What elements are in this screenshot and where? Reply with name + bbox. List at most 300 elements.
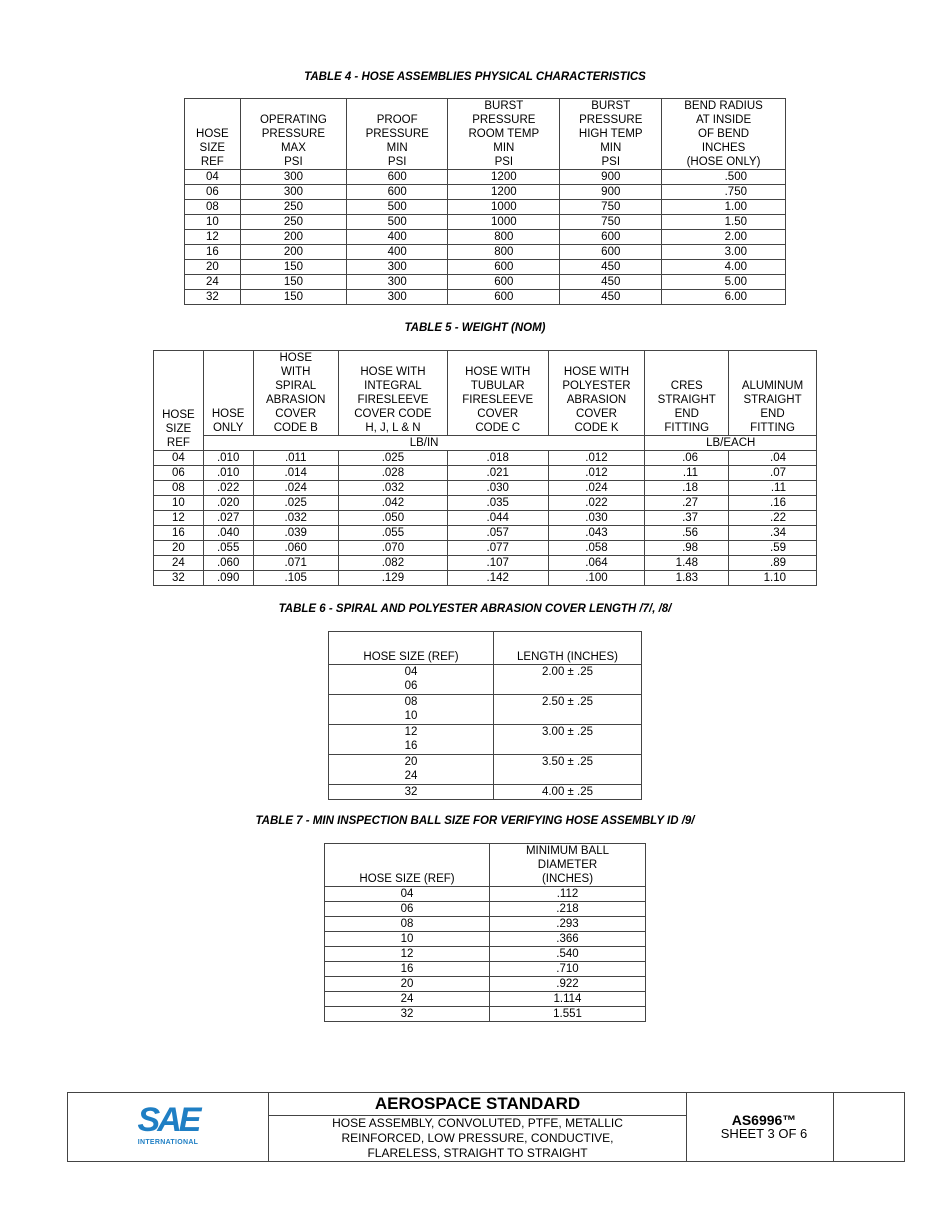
table5-cell: .058 — [548, 541, 645, 556]
size-line: 24 — [404, 770, 418, 782]
table-row — [325, 992, 646, 1007]
header-line: WITH — [281, 366, 311, 378]
table4-cell: 800 — [448, 230, 560, 245]
header-line: ONLY — [212, 422, 244, 434]
table4-cell: 300 — [347, 290, 448, 305]
table7-cell: 04 — [325, 887, 490, 902]
header-line: COVER — [275, 408, 317, 420]
table4-cell: 400 — [347, 245, 448, 260]
table6 — [328, 631, 642, 800]
header-line: H, J, L & N — [365, 422, 421, 434]
table-row — [325, 977, 646, 992]
table4-cell: 300 — [347, 275, 448, 290]
blank-cell — [834, 1093, 905, 1162]
table5-cell: 1.48 — [645, 556, 729, 571]
table4-cell: 250 — [240, 200, 346, 215]
table7-cell: 24 — [325, 992, 490, 1007]
table4-cell: 200 — [240, 230, 346, 245]
table5-cell: .032 — [253, 511, 338, 526]
table4-cell: 2.00 — [662, 230, 786, 245]
table6-length-cell: 3.50 ± .25 — [494, 755, 642, 785]
standard-title: AEROSPACE STANDARD — [269, 1093, 686, 1116]
table5-cell: .071 — [253, 556, 338, 571]
table6-header-length: LENGTH (INCHES) — [494, 632, 642, 665]
table5-header-cell — [338, 351, 447, 436]
header-line: HOSE WITH — [465, 366, 531, 378]
table5-cell: .035 — [447, 496, 548, 511]
table6-size-cell — [329, 755, 494, 785]
table5-header-cell — [253, 351, 338, 436]
table-row — [154, 481, 817, 496]
table4-cell: 1200 — [448, 185, 560, 200]
header-line: SIZE — [199, 142, 226, 154]
header-line: COVER CODE — [354, 408, 432, 420]
table4-cell: 600 — [448, 260, 560, 275]
table4 — [184, 98, 786, 305]
table5-cell: .89 — [729, 556, 817, 571]
table4-cell: 200 — [240, 245, 346, 260]
table7-cell: 10 — [325, 932, 490, 947]
table5-cell: .98 — [645, 541, 729, 556]
header-line: MIN — [386, 142, 408, 154]
header-line: END — [674, 408, 699, 420]
table5-cell: .011 — [253, 451, 338, 466]
table6-size-cell — [329, 665, 494, 695]
table5-header-cell — [447, 351, 548, 436]
header-line: END — [760, 408, 785, 420]
header-line: INCHES — [701, 142, 746, 154]
table4-header-cell — [560, 99, 662, 170]
table5-cell: .129 — [338, 571, 447, 586]
table5-cell: .021 — [447, 466, 548, 481]
table5-cell: .055 — [203, 541, 253, 556]
table4-cell: 900 — [560, 170, 662, 185]
table5-cell: .025 — [253, 496, 338, 511]
table7-header-row — [325, 844, 646, 887]
table4-cell: 450 — [560, 290, 662, 305]
description-line: HOSE ASSEMBLY, CONVOLUTED, PTFE, METALLIC — [332, 1116, 623, 1130]
table6-body — [329, 665, 642, 800]
table7 — [324, 843, 646, 1022]
table5 — [153, 350, 817, 586]
table4-cell: 600 — [560, 230, 662, 245]
table5-cell: .020 — [203, 496, 253, 511]
header-line: HIGH TEMP — [578, 128, 643, 140]
description-line: FLARELESS, STRAIGHT TO STRAIGHT — [367, 1146, 588, 1160]
table5-cell: .37 — [645, 511, 729, 526]
header-line: PSI — [601, 156, 621, 168]
table5-cell: .11 — [729, 481, 817, 496]
table4-header-cell — [240, 99, 346, 170]
header-line: CODE B — [273, 422, 318, 434]
table4-cell: 750 — [560, 215, 662, 230]
table7-cell: .112 — [490, 887, 646, 902]
header-line: PRESSURE — [579, 114, 643, 126]
header-line: MAX — [280, 142, 306, 154]
table-row — [185, 185, 786, 200]
table5-header-cell — [203, 351, 253, 436]
header-line: PROOF — [376, 114, 418, 126]
table5-cell: .032 — [338, 481, 447, 496]
standard-description — [269, 1116, 686, 1161]
table5-cell: .042 — [338, 496, 447, 511]
header-line: ABRASION — [266, 394, 326, 406]
table7-cell: 16 — [325, 962, 490, 977]
table5-cell: .024 — [548, 481, 645, 496]
table4-cell: 600 — [448, 290, 560, 305]
table6-size-cell — [329, 695, 494, 725]
table4-cell: 150 — [240, 290, 346, 305]
header-line: COVER — [576, 408, 617, 420]
table5-cell: 24 — [154, 556, 204, 571]
table4-cell: 900 — [560, 185, 662, 200]
table-row — [185, 245, 786, 260]
header-line: BURST — [591, 100, 631, 112]
table5-cell: .012 — [548, 466, 645, 481]
size-line: 20 — [404, 756, 418, 768]
table5-cell: .022 — [203, 481, 253, 496]
header-line: HOSE SIZE (REF) — [359, 873, 455, 885]
header-line: PSI — [284, 156, 303, 168]
table-row — [154, 541, 817, 556]
table4-cell: 450 — [560, 275, 662, 290]
table4-body — [185, 170, 786, 305]
header-line: CODE K — [574, 422, 619, 434]
table5-cell: .055 — [338, 526, 447, 541]
table5-cell: .11 — [645, 466, 729, 481]
table5-header-cell — [729, 351, 817, 436]
table5-cell: .105 — [253, 571, 338, 586]
table5-cell: .07 — [729, 466, 817, 481]
table6-length-cell: 2.50 ± .25 — [494, 695, 642, 725]
table5-cell: .018 — [447, 451, 548, 466]
table5-cell: .050 — [338, 511, 447, 526]
table4-cell: 4.00 — [662, 260, 786, 275]
table5-cell: .030 — [447, 481, 548, 496]
table6-length-cell: 3.00 ± .25 — [494, 725, 642, 755]
table-row — [154, 496, 817, 511]
table7-cell: 32 — [325, 1007, 490, 1022]
table4-cell: 300 — [240, 185, 346, 200]
header-line: BEND RADIUS — [684, 100, 763, 112]
table5-cell: .040 — [203, 526, 253, 541]
table6-caption: TABLE 6 - SPIRAL AND POLYESTER ABRASION COVER LENGTH /7/, /8/ — [278, 603, 672, 615]
table-row — [154, 466, 817, 481]
size-line: 12 — [404, 726, 418, 738]
table5-cell: .010 — [203, 466, 253, 481]
table5-cell: .082 — [338, 556, 447, 571]
header-line: PSI — [387, 156, 407, 168]
table5-cell: .59 — [729, 541, 817, 556]
table5-cell: .34 — [729, 526, 817, 541]
header-line: AT INSIDE — [695, 114, 752, 126]
table-row — [185, 260, 786, 275]
table5-cell: 32 — [154, 571, 204, 586]
table7-cell: .710 — [490, 962, 646, 977]
doc-number-cell — [687, 1093, 834, 1162]
table5-cell: .028 — [338, 466, 447, 481]
header-line: HOSE — [279, 352, 313, 364]
table4-header-row — [185, 99, 786, 170]
table-row — [325, 902, 646, 917]
table-row — [185, 200, 786, 215]
header-line: FIRESLEEVE — [462, 394, 534, 406]
header-line: DIAMETER — [537, 859, 598, 871]
table7-cell: .540 — [490, 947, 646, 962]
table4-cell: 08 — [185, 200, 241, 215]
header-line: CODE C — [475, 422, 521, 434]
table5-cell: .107 — [447, 556, 548, 571]
table5-cell: .18 — [645, 481, 729, 496]
table4-cell: 20 — [185, 260, 241, 275]
table4-cell: 600 — [347, 185, 448, 200]
table5-cell: .024 — [253, 481, 338, 496]
table5-header-cell — [645, 351, 729, 436]
table-row — [154, 511, 817, 526]
header-line: HOSE — [196, 128, 229, 140]
table5-cell: .044 — [447, 511, 548, 526]
table7-cell: 06 — [325, 902, 490, 917]
table4-header-cell — [448, 99, 560, 170]
table5-cell: .22 — [729, 511, 817, 526]
header-line: ABRASION — [566, 394, 627, 406]
table5-cell: 10 — [154, 496, 204, 511]
size-line: 16 — [404, 740, 418, 752]
header-line: MINIMUM BALL — [525, 845, 610, 857]
table5-header-cell — [548, 351, 645, 436]
size-line: 08 — [404, 696, 418, 708]
header-line: OF BEND — [698, 128, 750, 140]
sae-logo-subtitle: INTERNATIONAL — [137, 1139, 199, 1146]
size-line: 06 — [404, 680, 418, 692]
table5-header-row — [154, 351, 817, 436]
header-line: REF — [200, 156, 224, 168]
table-row — [329, 785, 642, 800]
table4-cell: 450 — [560, 260, 662, 275]
table4-cell: 3.00 — [662, 245, 786, 260]
table4-cell: 600 — [347, 170, 448, 185]
table4-cell: 300 — [347, 260, 448, 275]
table4-cell: 5.00 — [662, 275, 786, 290]
table5-cell: .142 — [447, 571, 548, 586]
header-line: ROOM TEMP — [468, 128, 540, 140]
table7-cell: 20 — [325, 977, 490, 992]
table5-cell: .039 — [253, 526, 338, 541]
title-block — [67, 1092, 905, 1162]
header-line: PRESSURE — [472, 114, 536, 126]
table5-cell: .070 — [338, 541, 447, 556]
table5-cell: .16 — [729, 496, 817, 511]
table4-cell: 1200 — [448, 170, 560, 185]
table-row — [329, 725, 642, 755]
header-line: (INCHES) — [541, 873, 594, 885]
table5-caption: TABLE 5 - WEIGHT (NOM) — [404, 322, 546, 334]
table-row — [325, 962, 646, 977]
table5-cell: .077 — [447, 541, 548, 556]
table5-cell: .090 — [203, 571, 253, 586]
table7-cell: .922 — [490, 977, 646, 992]
table-row — [325, 932, 646, 947]
size-line: 10 — [404, 710, 418, 722]
table4-cell: 1000 — [448, 200, 560, 215]
table7-body — [325, 887, 646, 1022]
table5-body — [154, 451, 817, 586]
table-row — [185, 215, 786, 230]
header-line: HOSE WITH — [360, 366, 426, 378]
table4-cell: 750 — [560, 200, 662, 215]
header-line: TUBULAR — [470, 380, 525, 392]
header-line: FITTING — [750, 422, 795, 434]
table-row — [185, 230, 786, 245]
table6-size-cell — [329, 785, 494, 800]
header-line: HOSE — [162, 409, 195, 421]
table4-header-cell — [662, 99, 786, 170]
header-line: PRESSURE — [261, 128, 326, 140]
table4-cell: 12 — [185, 230, 241, 245]
header-line: STRAIGHT — [657, 394, 716, 406]
table7-cell: .366 — [490, 932, 646, 947]
header-line: FITTING — [664, 422, 710, 434]
table-row — [185, 290, 786, 305]
table7-cell: .293 — [490, 917, 646, 932]
header-line: ALUMINUM — [741, 380, 804, 392]
header-line: SIZE — [165, 423, 192, 435]
table5-cell: .060 — [253, 541, 338, 556]
table4-cell: 400 — [347, 230, 448, 245]
table4-header-cell — [347, 99, 448, 170]
header-line: FIRESLEEVE — [357, 394, 429, 406]
table7-cell: 1.551 — [490, 1007, 646, 1022]
table6-length-cell: 2.00 ± .25 — [494, 665, 642, 695]
table5-cell: .06 — [645, 451, 729, 466]
table5-cell: .043 — [548, 526, 645, 541]
table5-unit-row — [154, 436, 817, 451]
table-row — [325, 887, 646, 902]
table5-cell: 16 — [154, 526, 204, 541]
table4-cell: 24 — [185, 275, 241, 290]
header-line: MIN — [600, 142, 622, 154]
sae-logo — [137, 1101, 199, 1150]
sheet-number: SHEET 3 OF 6 — [720, 1126, 808, 1141]
table5-cell: .010 — [203, 451, 253, 466]
table4-cell: 600 — [448, 275, 560, 290]
table5-unit-lbeach: LB/EACH — [645, 436, 817, 451]
table5-cell: 06 — [154, 466, 204, 481]
header-line: STRAIGHT — [743, 394, 802, 406]
sae-logo-mark: SAE — [137, 1101, 199, 1139]
header-line: HOSE WITH — [563, 366, 630, 378]
table4-cell: 150 — [240, 275, 346, 290]
table5-cell: 04 — [154, 451, 204, 466]
table4-cell: 04 — [185, 170, 241, 185]
table-row — [329, 695, 642, 725]
table-row — [325, 947, 646, 962]
table5-cell: 08 — [154, 481, 204, 496]
table7-cell: 1.114 — [490, 992, 646, 1007]
table5-cell: .057 — [447, 526, 548, 541]
table6-length-cell: 4.00 ± .25 — [494, 785, 642, 800]
table4-cell: 500 — [347, 200, 448, 215]
table4-caption: TABLE 4 - HOSE ASSEMBLIES PHYSICAL CHARACTERISTICS — [304, 71, 646, 83]
table5-cell: .27 — [645, 496, 729, 511]
table-row — [154, 526, 817, 541]
table4-cell: 600 — [560, 245, 662, 260]
table-row — [154, 556, 817, 571]
header-line: INTEGRAL — [364, 380, 422, 392]
size-line: 04 — [404, 666, 418, 678]
table7-cell: .218 — [490, 902, 646, 917]
table-row — [185, 170, 786, 185]
table-row — [154, 451, 817, 466]
title-cell — [269, 1093, 687, 1162]
table5-unit-lbin: LB/IN — [203, 436, 645, 451]
header-line: PSI — [494, 156, 514, 168]
table-row — [325, 917, 646, 932]
table5-cell: .04 — [729, 451, 817, 466]
table5-cell: 20 — [154, 541, 204, 556]
header-line: BURST — [484, 100, 524, 112]
header-line: MIN — [493, 142, 515, 154]
header-line: (HOSE ONLY) — [686, 156, 761, 168]
table5-cell: 1.83 — [645, 571, 729, 586]
table5-cell: .56 — [645, 526, 729, 541]
table4-cell: 250 — [240, 215, 346, 230]
table4-cell: 800 — [448, 245, 560, 260]
table4-cell: 1.50 — [662, 215, 786, 230]
table4-cell: .500 — [662, 170, 786, 185]
table7-cell: 12 — [325, 947, 490, 962]
table5-cell: 12 — [154, 511, 204, 526]
table7-header-cell — [325, 844, 490, 887]
table4-cell: 32 — [185, 290, 241, 305]
header-line: COVER — [477, 408, 519, 420]
table-row — [185, 275, 786, 290]
table4-cell: 16 — [185, 245, 241, 260]
table7-header-cell — [490, 844, 646, 887]
table5-header-cell — [154, 351, 204, 451]
table5-cell: .064 — [548, 556, 645, 571]
header-line: POLYESTER — [562, 380, 631, 392]
table4-cell: 1.00 — [662, 200, 786, 215]
header-line: HOSE — [211, 408, 245, 420]
header-line: CRES — [670, 380, 703, 392]
table4-cell: 300 — [240, 170, 346, 185]
table6-size-cell — [329, 725, 494, 755]
table7-cell: 08 — [325, 917, 490, 932]
table5-cell: .012 — [548, 451, 645, 466]
table5-cell: .022 — [548, 496, 645, 511]
table4-cell: 06 — [185, 185, 241, 200]
size-line: 32 — [404, 786, 418, 798]
table-row — [329, 755, 642, 785]
table5-cell: .027 — [203, 511, 253, 526]
table4-cell: 10 — [185, 215, 241, 230]
table-row — [154, 571, 817, 586]
table6-header-size: HOSE SIZE (REF) — [329, 632, 494, 665]
table-row — [329, 665, 642, 695]
document-number: AS6996™ — [731, 1112, 797, 1128]
table5-cell: .014 — [253, 466, 338, 481]
header-line: REF — [166, 437, 190, 449]
logo-cell — [68, 1093, 269, 1162]
table5-cell: .030 — [548, 511, 645, 526]
table4-cell: 1000 — [448, 215, 560, 230]
table7-caption: TABLE 7 - MIN INSPECTION BALL SIZE FOR VERIFYING HOSE ASSEMBLY ID /9/ — [255, 815, 695, 827]
header-line: SPIRAL — [275, 380, 317, 392]
table4-cell: 150 — [240, 260, 346, 275]
description-line: REINFORCED, LOW PRESSURE, CONDUCTIVE, — [341, 1131, 614, 1145]
header-line: OPERATING — [259, 114, 327, 126]
